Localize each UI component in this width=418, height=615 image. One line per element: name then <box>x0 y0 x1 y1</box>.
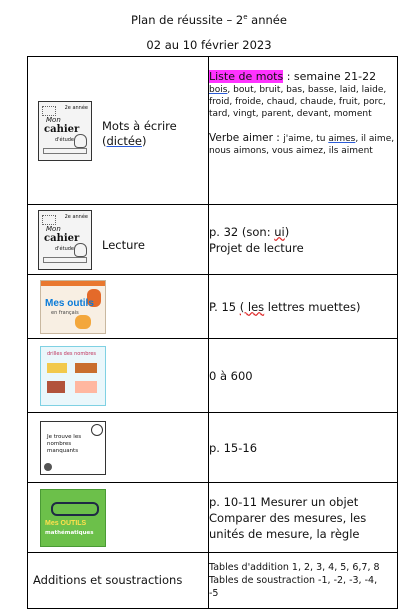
nombres-manquants-cover: Je trouve les nombres manquants <box>40 421 106 475</box>
manquants-left-cell <box>28 413 209 483</box>
mes-outils-math-cover: Mes OUTILS mathématiques <box>40 489 106 547</box>
date-range: 02 au 10 février 2023 <box>146 38 272 52</box>
word-list: bois, bout, bruit, bas, basse, laid, laide, froid, froide, chaud, chaude, fruit, porc, tard, vingt, parent, devant, moment <box>209 85 387 119</box>
outils-math-left-cell <box>28 483 209 553</box>
table-row-outils-math <box>28 483 398 553</box>
decorative-frame-icon <box>42 215 56 225</box>
table-row-outils-francais <box>28 275 398 339</box>
cover-grade: 2e année <box>64 104 88 111</box>
liste-de-mots-highlight: Liste de mots <box>209 70 284 83</box>
name-bar <box>43 257 87 263</box>
table-row-mots <box>28 57 398 205</box>
cover-grade: 2e année <box>64 213 88 220</box>
mots-right-cell: Liste de mots : semaine 21-22 bois, bout, bruit, bas, basse, laid, laide, froid, froide, chaud, chaude, fruit, porc, tard, vingt, parent, devant, moment Verbe aimer : j'aime, tu aimes, il aime, nous aimons, vous aimez, ils aiment <box>209 57 398 205</box>
decorative-frame-icon <box>42 106 56 116</box>
table-row-additions <box>28 553 398 609</box>
cover-etude: d'étude <box>55 245 75 252</box>
cover-mon: Mon <box>46 224 61 233</box>
decorative-dot-icon <box>44 463 52 471</box>
outils-fr-left-cell <box>28 275 209 339</box>
cover-cahier: cahier <box>44 232 80 244</box>
mots-label: Mots à écrire (dictée) <box>102 118 177 148</box>
cover-cahier: cahier <box>44 123 80 135</box>
lecture-label: Lecture <box>102 238 145 252</box>
outils-math-right-cell: p. 10-11 Mesurer un objet Comparer des mesures, les unités de mesure, la règle <box>209 483 398 553</box>
mots-left-cell <box>28 57 209 205</box>
cover-etude: d'étude <box>55 136 75 143</box>
owl-icon <box>74 243 87 257</box>
cover-mon: Mon <box>46 115 61 124</box>
drilles-left-cell <box>28 339 209 413</box>
table-row-drilles <box>28 339 398 413</box>
child-illustration-icon <box>75 315 91 329</box>
name-bar <box>43 148 87 154</box>
cahier-cover-image <box>38 101 92 161</box>
lecture-right-cell: p. 32 (son: ui) Projet de lecture <box>209 205 398 275</box>
success-plan-table <box>27 56 398 609</box>
table-row-manquants <box>28 413 398 483</box>
glasses-icon <box>51 502 99 516</box>
mes-outils-francais-cover: Mes outils en français <box>40 280 106 334</box>
outils-fr-right-cell: P. 15 ( les lettres muettes) <box>209 275 398 339</box>
cahier-cover-image <box>38 210 92 270</box>
page-title: Plan de réussite – 2e année <box>131 13 287 27</box>
additions-right-cell: Tables d'addition 1, 2, 3, 4, 5, 6,7, 8 Tables de soustraction -1, -2, -3, -4, -5 <box>209 553 398 609</box>
table-row-lecture <box>28 205 398 275</box>
additions-left-cell: Additions et soustractions <box>28 553 209 609</box>
lecture-left-cell <box>28 205 209 275</box>
drilles-right-cell: 0 à 600 <box>209 339 398 413</box>
verbe-aimer: Verbe aimer : j'aime, tu aimes, il aime, nous aimons, vous aimez, ils aiment <box>209 132 395 156</box>
owl-icon <box>74 134 87 148</box>
drilles-nombres-cover: drilles des nombres <box>40 346 106 406</box>
manquants-right-cell: p. 15-16 <box>209 413 398 483</box>
